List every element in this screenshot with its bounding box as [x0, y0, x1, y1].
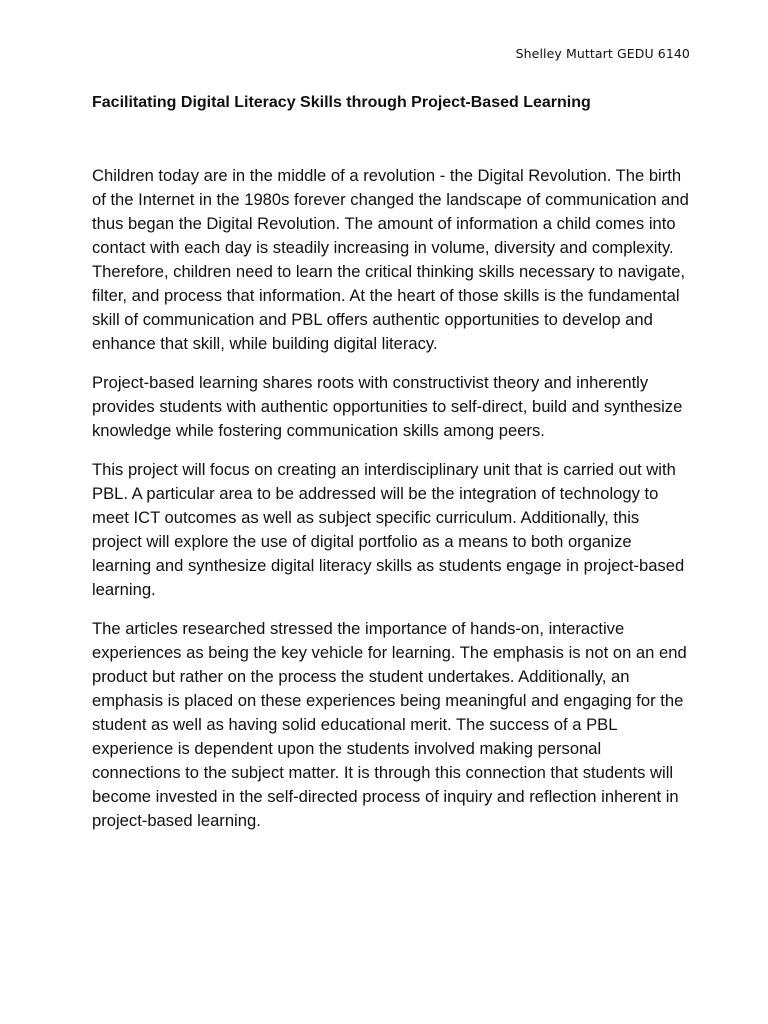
document-title: Facilitating Digital Literacy Skills through Project-Based Learning: [92, 94, 591, 111]
paragraph-2: Project-based learning shares roots with constructivist theory and inherently provides students with authentic opportunities to self-direct, build and synthesize knowledge while fostering communication skills among peers.: [92, 373, 683, 440]
header-author-course: Shelley Muttart GEDU 6140: [515, 46, 690, 61]
paragraph-3: This project will focus on creating an interdisciplinary unit that is carried out with PBL. A particular area to be addressed will be the integration of technology to meet ICT outcomes as well as subject specific curriculum. Additionally, this project will explore the use of digital portfolio as a means to both organize learning and synthesize digital literacy skills as students engage in project-based learning.: [92, 460, 685, 599]
paragraph-1: Children today are in the middle of a revolution - the Digital Revolution. The birth of the Internet in the 1980s forever changed the landscape of communication and thus began the Digital Revolution. The amount of information a child comes into contact with each day is steadily increasing in volume, diversity and complexity. Therefore, children need to learn the critical thinking skills necessary to navigate, filter, and process that information. At the heart of those skills is the fundamental skill of communication and PBL offers authentic opportunities to develop and enhance that skill, while building digital literacy.: [92, 166, 689, 353]
document-body: [92, 164, 692, 848]
paragraph-4: The articles researched stressed the importance of hands-on, interactive experiences as being the key vehicle for learning. The emphasis is not on an end product but rather on the process the student undertakes. Additionally, an emphasis is placed on these experiences being meaningful and engaging for the student as well as having solid educational merit. The success of a PBL experience is dependent upon the students involved making personal connections to the subject matter. It is through this connection that students will become invested in the self-directed process of inquiry and reflection inherent in project-based learning.: [92, 619, 687, 830]
